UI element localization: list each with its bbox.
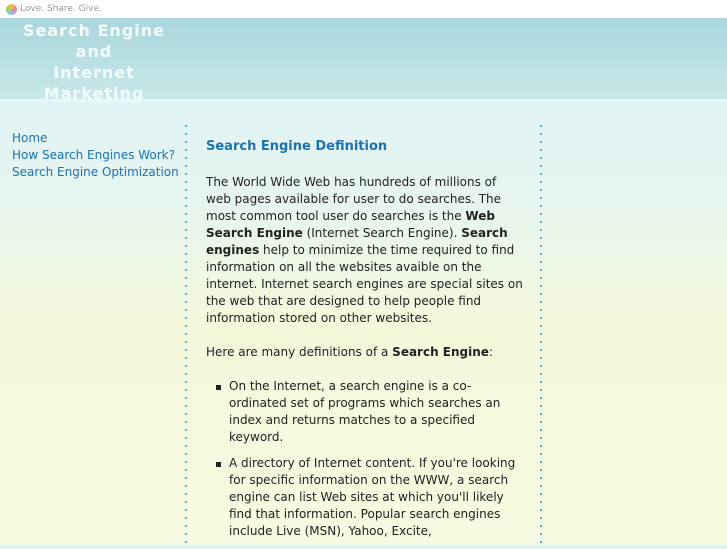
dotted-divider bbox=[540, 125, 542, 545]
site-title[interactable] bbox=[14, 20, 174, 104]
tagline: Love. Share. Give. bbox=[20, 4, 102, 14]
site-header bbox=[0, 18, 727, 102]
main-content bbox=[206, 138, 524, 549]
text: (Internet Search Engine). bbox=[303, 226, 461, 240]
title-line: Search Engine bbox=[14, 20, 174, 41]
page-heading: Search Engine Definition bbox=[206, 138, 524, 155]
text: Here are many definitions of a bbox=[206, 345, 392, 359]
bold-text: Web Search Engine bbox=[206, 209, 495, 240]
nav-search-engine-optimization[interactable]: Search Engine Optimization bbox=[12, 164, 179, 181]
definitions-list bbox=[206, 378, 524, 540]
sidebar-nav bbox=[12, 130, 179, 181]
list-item: A directory of Internet content. If you're looking for specific information on the WWW, a search engine can list Web sites at which you'll likely find that information. Popular search engines include Live (MSN), Yahoo, Excite, bbox=[206, 455, 524, 540]
text: help to minimize the time required to find information on all the websites avaible on the internet. Internet search engines are special sites on the web that are designed to help people find information stored on other websites. bbox=[206, 243, 523, 325]
top-bar bbox=[0, 0, 727, 18]
nav-how-search-engines-work[interactable]: How Search Engines Work? bbox=[12, 147, 179, 164]
intro-paragraph bbox=[206, 174, 524, 327]
text: The World Wide Web has hundreds of millions of web pages available for user to do searches. The most common tool user do searches is the bbox=[206, 175, 501, 223]
definitions-intro bbox=[206, 344, 524, 361]
nav-home[interactable]: Home bbox=[12, 130, 179, 147]
bold-text: Search engines bbox=[206, 226, 508, 257]
dotted-divider bbox=[185, 125, 187, 545]
text: : bbox=[489, 345, 493, 359]
bold-text: Search Engine bbox=[392, 345, 489, 359]
list-item: On the Internet, a search engine is a co-ordinated set of programs which searches an index and returns matches to a specified keyword. bbox=[206, 378, 524, 446]
title-line: Internet bbox=[14, 62, 174, 83]
title-line: Marketing bbox=[14, 83, 174, 104]
flower-logo-icon bbox=[6, 4, 17, 15]
title-line: and bbox=[14, 41, 174, 62]
